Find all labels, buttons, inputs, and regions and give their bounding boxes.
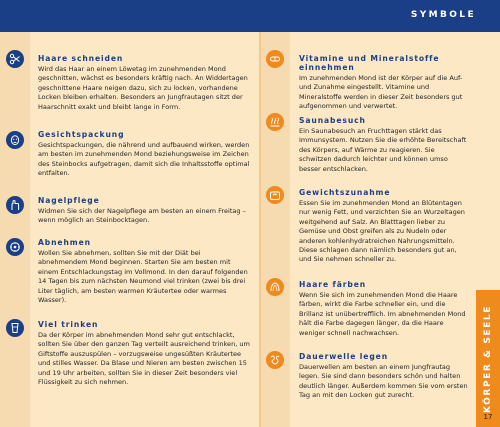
section-title: SYMBOLE (410, 10, 476, 20)
section-heading: Haare schneiden (38, 54, 124, 63)
section-body: Gesichtspackungen, die nährend und aufbauend wirken, werden am besten im zunehmenden Mond beziehungsweise im Zeichen des Steinbocks aufgetragen, damit sich die Inhaltsstoffe optimal entfalten. (38, 141, 250, 178)
header-bar (0, 0, 500, 32)
section-body: Widmen Sie sich der Nagelpflege am besten an einem Freitag – wenn möglich an Steinbocktagen. (38, 207, 246, 225)
scissors-icon (6, 50, 24, 68)
section-saunabesuch (299, 116, 469, 174)
section-heading: Gewichtszunahme (299, 188, 391, 197)
section-heading: Gesichtspackung (38, 130, 125, 139)
section-body: Wollen Sie abnehmen, sollten Sie mit der Diät bei abnehmendem Mond beginnen. Starten Sie am besten mit einem Entschlackungstag im Vollmond. In den darauf folgenden 14 Tagen bis zum nächsten Neumond viel trinken (zwei bis drei Liter täglich, am besten warmen Kräutertee oder warmes Wasser). (38, 249, 248, 305)
sauna-icon (266, 113, 284, 131)
section-dauerwelle (299, 352, 469, 401)
section-haare-faerben (299, 280, 469, 338)
hair-dye-icon (266, 278, 284, 296)
page-fold (259, 32, 261, 427)
section-body: Da der Körper im abnehmenden Mond sehr gut entschlackt, sollten Sie über den ganzen Tag verteilt ausreichend trinken, um Giftstoffe auszuspülen – vorzugsweise ungesüßten Kräutertee und stilles Wasser. Da Blase und Nieren am besten zwischen 15 und 19 Uhr arbeiten, sollten Sie in dieser Zeit besonders viel Flüssigkeit zu sich nehmen. (38, 331, 250, 387)
section-gesichtspackung (38, 130, 252, 179)
section-body: Ein Saunabesuch an Fruchttagen stärkt das Immunsystem. Nutzen Sie die erhöhte Bereitschaft des Körpers, auf Wärme zu reagieren. Sie schwitzen dadurch leichter und können umso besser entschlacken. (299, 127, 467, 173)
section-heading: Nagelpflege (38, 196, 100, 205)
section-vitamine (299, 54, 469, 112)
left-icon-gutter (0, 32, 30, 427)
pill-icon (266, 50, 284, 68)
section-body: Im zunehmenden Mond ist der Körper auf die Auf- und Zunahme eingestellt. Vitamine und Mineralstoffe werden in dieser Zeit besonders gut aufgenommen und verwertet. (299, 74, 463, 111)
section-haare-schneiden (38, 54, 252, 112)
section-abnehmen (38, 238, 252, 305)
section-body: Wird das Haar an einem Löwetag im zunehmenden Mond geschnitten, wächst es besonders kräftig nach. An Widdertagen geschnittene Haare neigen dazu, sich zu locken, vorhandene Locken bleiben erhalten. Besonders an Jungfrautagen sitzt der Haarschnitt exakt und bleibt lange in Form. (38, 65, 248, 111)
section-heading: Viel trinken (38, 320, 99, 329)
section-body: Essen Sie im zunehmenden Mond an Blütentagen nur wenig Fett, und verzichten Sie an Wurzeltagen weitgehend auf Salz. An Blatttagen lieber zu Gemüse und Obst greifen als zu Nudeln oder anderen kohlenhydratreichen Nahrungsmitteln. Diese schlagen dann nämlich besonders gut an, und Sie nehmen schneller zu. (299, 199, 465, 264)
section-heading: Abnehmen (38, 238, 91, 247)
face-icon (6, 131, 24, 149)
section-body: Dauerwellen am besten an einem Jungfrautag legen. Sie sind dann besonders schön und halten deutlich länger. Außerdem kommen Sie vom ersten Tag an mit den Locken gut zurecht. (299, 363, 468, 400)
measuring-tape-icon (6, 238, 24, 256)
section-nagelpflege (38, 196, 252, 226)
curl-icon (266, 351, 284, 369)
section-heading: Saunabesuch (299, 116, 366, 125)
section-heading: Vitamine und Mineralstoffe einnehmen (299, 54, 440, 72)
section-body: Wenn Sie sich im zunehmenden Mond die Haare färben, wirkt die Farbe schneller ein, und die Brillanz ist unübertrefflich. Im abnehmenden Mond hält die Farbe dagegen länger, da die Haare weniger schnell nachwachsen. (299, 291, 466, 337)
chapter-label: KÖRPER & SEELE (483, 304, 493, 413)
chapter-side-tab (476, 290, 500, 427)
section-heading: Dauerwelle legen (299, 352, 389, 361)
hand-icon (6, 196, 24, 214)
section-gewichtszunahme (299, 188, 469, 265)
section-heading: Haare färben (299, 280, 367, 289)
scale-icon (266, 186, 284, 204)
page-number: 17 (483, 413, 493, 421)
glass-icon (6, 319, 24, 337)
section-viel-trinken (38, 320, 252, 387)
